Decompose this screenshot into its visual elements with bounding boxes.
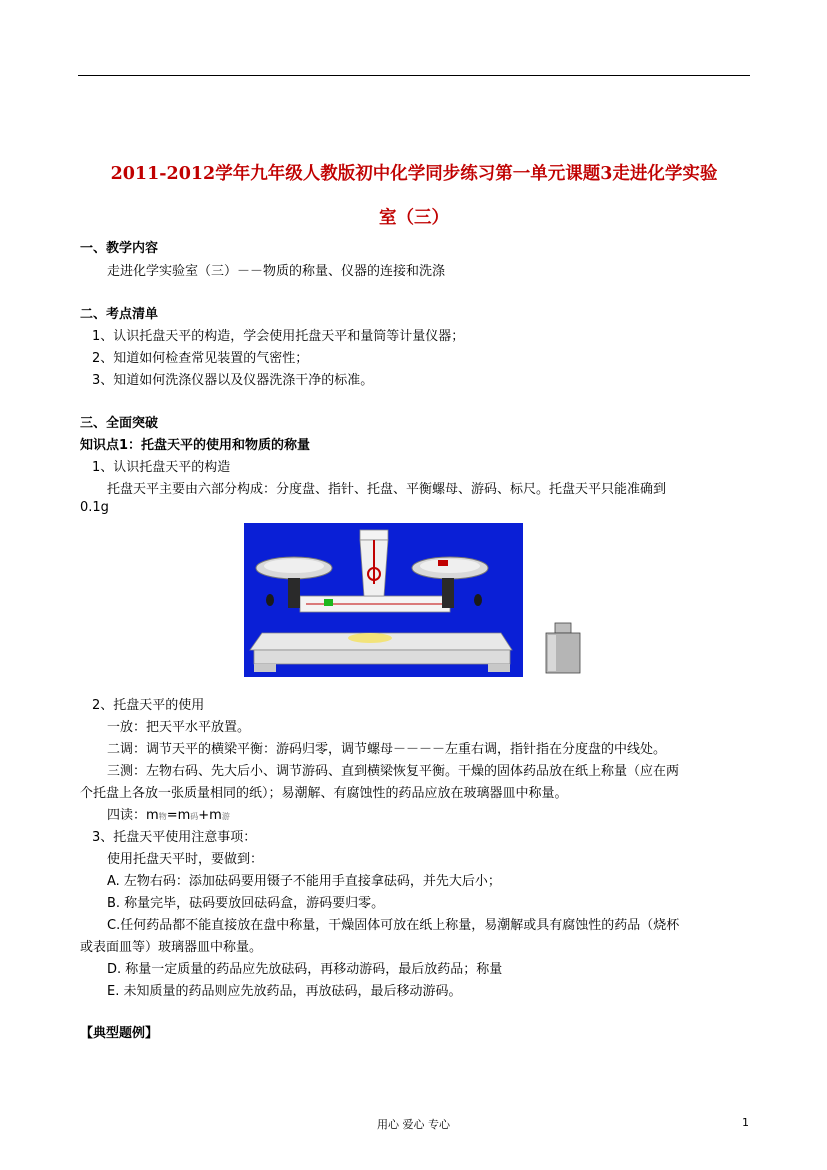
formula-eq: =m [166, 808, 191, 823]
formula-plus: +m [198, 808, 222, 823]
formula-line [107, 804, 230, 823]
formula-m: m [146, 808, 159, 823]
header-rule [78, 75, 750, 76]
section-1-body: 走进化学实验室（三）－－物质的称量、仪器的连接和洗涤 [107, 264, 446, 279]
footer-text: 用心 爱心 专心 [377, 1118, 450, 1131]
note-item: A. 左物右码：添加砝码要用镊子不能用手直接拿砝码，并先大后小； [107, 874, 501, 889]
page-title: 2011-2012学年九年级人教版初中化学同步练习第一单元课题3走进化学实验 [110, 164, 718, 184]
note-item: E. 未知质量的药品则应先放药品，再放砝码，最后移动游码。 [107, 984, 462, 999]
paragraph-line: 托盘天平主要由六部分构成：分度盘、指针、托盘、平衡螺母、游码、标尺。托盘天平只能准确到 [107, 482, 667, 497]
note-item: C.任何药品都不能直接放在盘中称量，干燥固体可放在纸上称量，易潮解或具有腐蚀性的药品（烧杯 [107, 918, 680, 933]
subheading: 3、托盘天平使用注意事项： [92, 830, 257, 845]
usage-step: 一放：把天平水平放置。 [107, 720, 251, 735]
note-intro: 使用托盘天平时，要做到： [107, 852, 264, 867]
formula-prefix: 四读： [107, 808, 147, 823]
section-3-heading: 三、全面突破 [80, 416, 159, 431]
section-1-heading: 一、教学内容 [80, 241, 159, 256]
usage-step-cont: 个托盘上各放一张质量相同的纸）；易潮解、有腐蚀性的药品应放在玻璃器皿中称量。 [80, 786, 568, 801]
formula-sub: 游 [221, 812, 230, 821]
balance-scale-figure [242, 516, 589, 690]
subheading: 2、托盘天平的使用 [92, 698, 205, 713]
formula-sub: 物 [158, 812, 167, 821]
note-item-cont: 或表面皿等）玻璃器皿中称量。 [80, 940, 263, 955]
note-item: B. 称量完毕，砝码要放回砝码盒，游码要归零。 [107, 896, 385, 911]
usage-step: 三测：左物右码、先大后小、调节游码、直到横梁恢复平衡。干燥的固体药品放在纸上称量（应在两 [107, 764, 680, 779]
example-heading: 【典型题例】 [80, 1026, 159, 1041]
knowledge-point-1-heading: 知识点1：托盘天平的使用和物质的称量 [80, 438, 311, 453]
formula-sub: 码 [190, 812, 199, 821]
section-2-item: 3、知道如何洗涤仪器以及仪器洗涤干净的标准。 [92, 373, 374, 388]
usage-step: 二调：调节天平的横梁平衡：游码归零，调节螺母－－－－左重右调，指针指在分度盘的中线处。 [107, 742, 667, 757]
section-2-item: 1、认识托盘天平的构造，学会使用托盘天平和量筒等计量仪器； [92, 329, 465, 344]
subheading: 1、认识托盘天平的构造 [92, 460, 231, 475]
section-2-item: 2、知道如何检查常见装置的气密性； [92, 351, 309, 366]
section-2-heading: 二、考点清单 [80, 307, 159, 322]
paragraph-line: 0.1g [80, 500, 109, 515]
page-number: 1 [742, 1116, 749, 1129]
page-title-cont: 室（三） [379, 208, 449, 228]
note-item: D. 称量一定质量的药品应先放砝码，再移动游码，最后放药品；称量 [107, 962, 503, 977]
